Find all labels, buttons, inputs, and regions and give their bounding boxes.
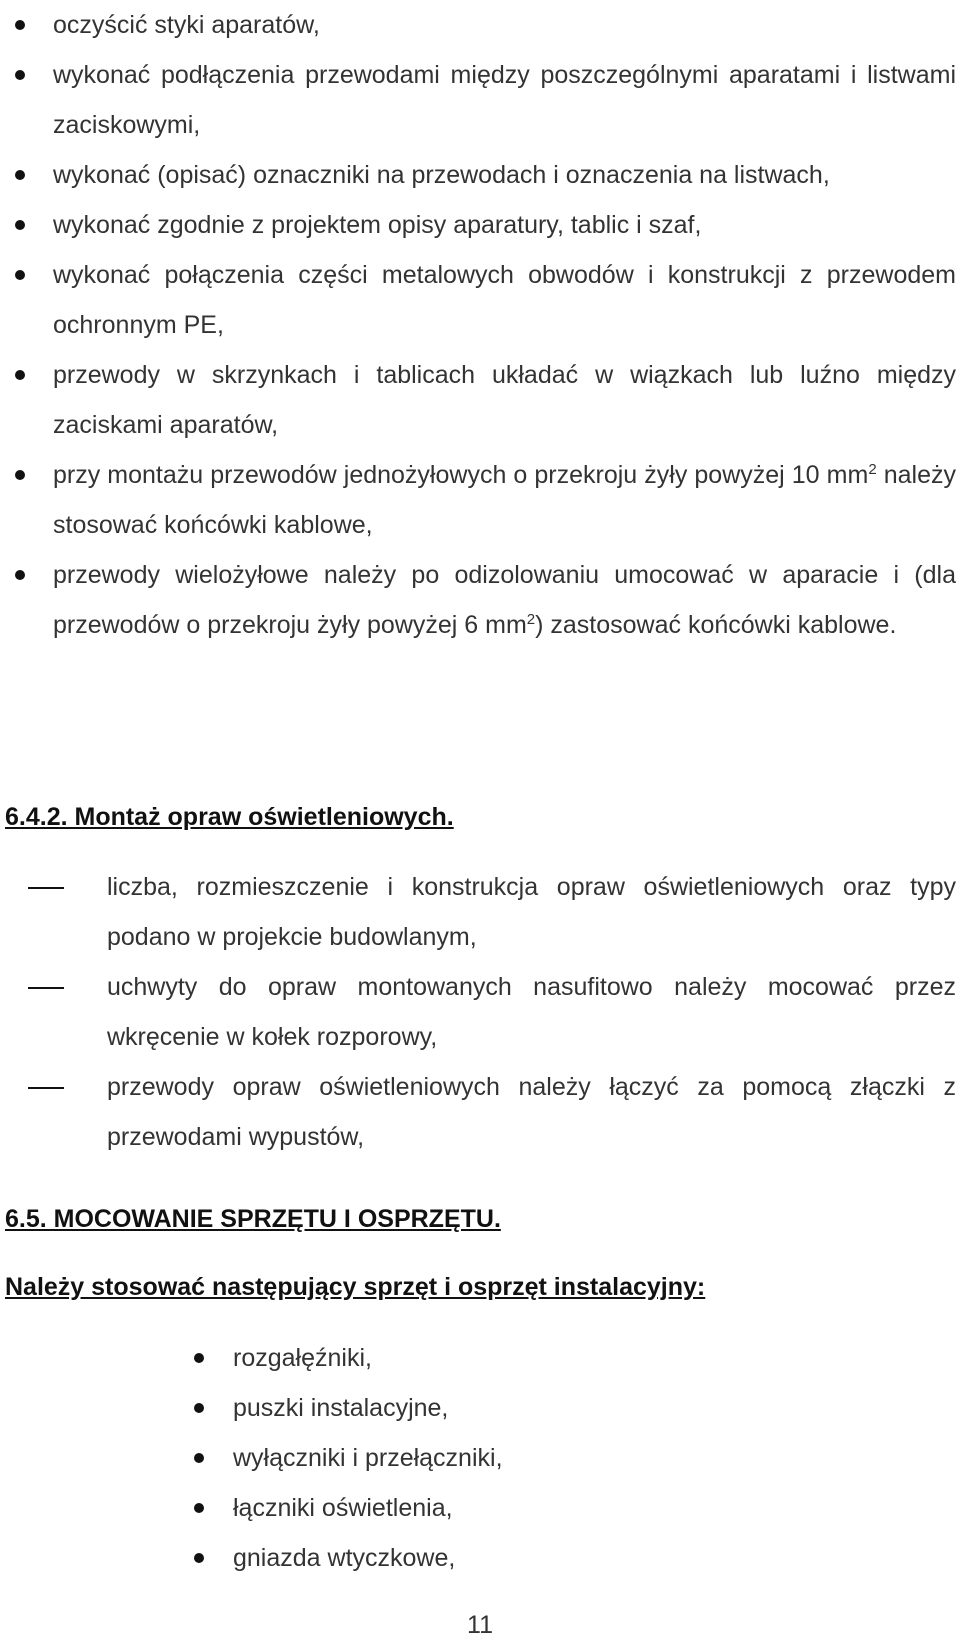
list-item-text: wyłączniki i przełączniki, <box>233 1444 503 1472</box>
list-item <box>0 1062 960 1162</box>
list-item <box>0 1433 960 1483</box>
bullet-icon <box>194 1453 204 1463</box>
dash-icon <box>28 887 64 889</box>
bullet-icon <box>15 370 25 380</box>
list-item <box>0 450 960 550</box>
bullet-icon <box>194 1503 204 1513</box>
section-heading-6-5: 6.5. MOCOWANIE SPRZĘTU I OSPRZĘTU. <box>5 1205 501 1233</box>
page-number: 11 <box>467 1611 493 1639</box>
list-item <box>0 0 960 50</box>
luminaire-mounting-list <box>0 862 960 1162</box>
list-item <box>0 1383 960 1433</box>
list-item-text: łączniki oświetlenia, <box>233 1494 453 1522</box>
section-heading-6-4-2: 6.4.2. Montaż opraw oświetleniowych. <box>5 803 454 831</box>
list-item-text: liczba, rozmieszczenie i konstrukcja opraw oświetleniowych oraz typy podano w projekcie budowlanym, <box>107 873 956 951</box>
list-item-text: wykonać zgodnie z projektem opisy aparatury, tablic i szaf, <box>53 211 702 239</box>
section-intro: Należy stosować następujący sprzęt i osprzęt instalacyjny: <box>5 1273 706 1301</box>
list-item <box>0 962 960 1062</box>
list-item-text-part: przewody wielożyłowe należy po odizolowaniu umocować w aparacie i (dla przewodów o przekroju żyły powyżej 6 mm <box>53 561 956 639</box>
bullet-icon <box>15 470 25 480</box>
list-item <box>0 1483 960 1533</box>
dash-icon <box>28 1087 64 1089</box>
dash-icon <box>28 987 64 989</box>
list-item <box>0 50 960 150</box>
list-item-text-part: ) zastosować końcówki kablowe. <box>535 611 897 639</box>
superscript: 2 <box>526 611 536 628</box>
list-item-text-part: przy montażu przewodów jednożyłowych o przekroju żyły powyżej 10 mm <box>53 461 869 489</box>
list-item-text <box>53 550 956 650</box>
list-item-text: wykonać podłączenia przewodami między poszczególnymi aparatami i listwami zaciskowymi, <box>53 61 956 139</box>
list-item <box>0 150 960 200</box>
list-item-text: wykonać (opisać) oznaczniki na przewodach i oznaczenia na listwach, <box>53 161 830 189</box>
equipment-list <box>0 1333 960 1583</box>
list-item <box>0 350 960 450</box>
bullet-icon <box>194 1353 204 1363</box>
list-item-text: puszki instalacyjne, <box>233 1394 449 1422</box>
bullet-icon <box>15 170 25 180</box>
superscript: 2 <box>868 461 877 478</box>
list-item-text: przewody opraw oświetleniowych należy łączyć za pomocą złączki z przewodami wypustów, <box>107 1073 956 1151</box>
bullet-icon <box>194 1403 204 1413</box>
bullet-icon <box>15 220 25 230</box>
bullet-icon <box>15 270 25 280</box>
list-item-text: gniazda wtyczkowe, <box>233 1544 456 1572</box>
list-item-text: rozgałęźniki, <box>233 1344 372 1372</box>
list-item-text: uchwyty do opraw montowanych nasufitowo należy mocować przez wkręcenie w kołek rozporowy, <box>107 973 956 1051</box>
list-item-text: oczyścić styki aparatów, <box>53 11 320 39</box>
bullet-icon <box>194 1553 204 1563</box>
installation-steps-list <box>0 0 960 650</box>
list-item <box>0 550 960 650</box>
list-item-text: przewody w skrzynkach i tablicach układać w wiązkach lub luźno między zaciskami aparatów, <box>53 361 956 439</box>
list-item <box>0 1533 960 1583</box>
bullet-icon <box>15 570 25 580</box>
bullet-icon <box>15 20 25 30</box>
list-item <box>0 250 960 350</box>
list-item-text: wykonać połączenia części metalowych obwodów i konstrukcji z przewodem ochronnym PE, <box>53 261 956 339</box>
list-item <box>0 200 960 250</box>
list-item-text-part: należy stosować końcówki kablowe, <box>53 461 956 539</box>
bullet-icon <box>15 70 25 80</box>
list-item <box>0 1333 960 1383</box>
list-item-text <box>53 450 956 550</box>
list-item <box>0 862 960 962</box>
